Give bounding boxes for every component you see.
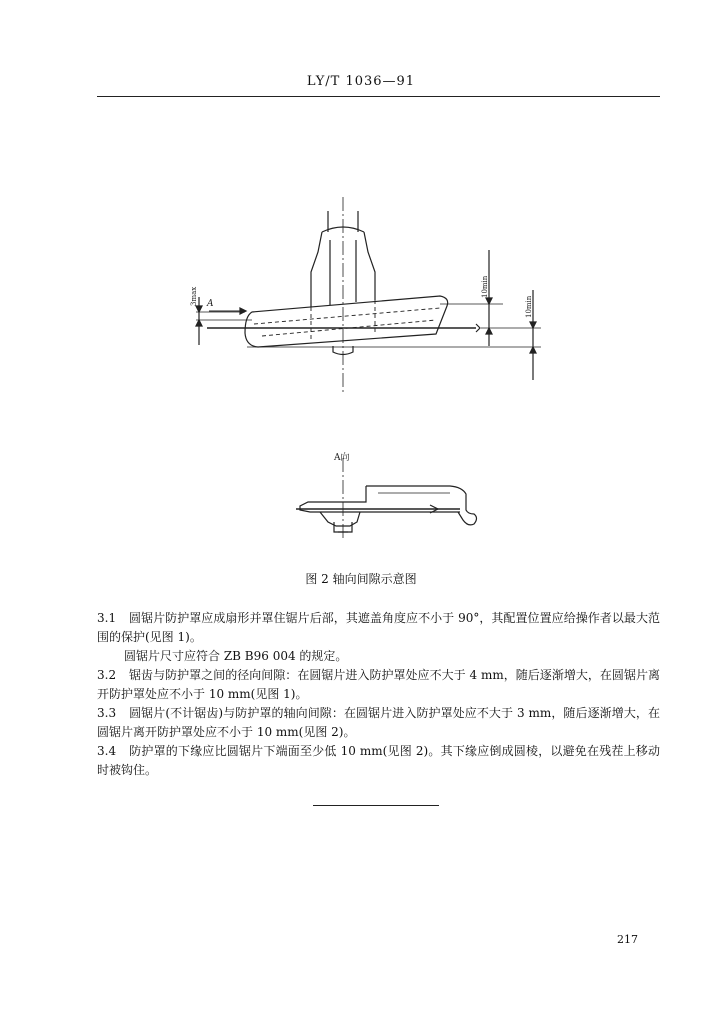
- dim-10min-outer: [247, 290, 541, 380]
- hidden-lines: [254, 300, 440, 340]
- dim-3max: [196, 297, 252, 345]
- clause-text: 防护罩的下缘应比圆锯片下端面至少低 10 mm(见图 2)。其下缘应倒成圆棱，以避免在残茬上移动时被钩住。: [97, 744, 660, 777]
- clause-3-1: [97, 609, 660, 647]
- end-rule: [313, 805, 439, 806]
- clause-number: 3.1: [97, 611, 117, 625]
- page-header: LY/T 1036—91: [306, 74, 416, 89]
- clause-text: 圆锯片尺寸应符合 ZB B96 004 的规定。: [124, 649, 348, 663]
- label-3max: 3max: [190, 286, 198, 306]
- clause-3-1-note: [97, 647, 660, 666]
- clause-number: 3.3: [97, 706, 117, 720]
- view-A: [296, 458, 477, 541]
- label-10min-outer: 10min: [525, 295, 533, 318]
- label-10min-inner: 10min: [481, 275, 489, 298]
- clause-number: 3.4: [97, 744, 117, 758]
- clause-3-3: [97, 704, 660, 742]
- label-A: A: [207, 299, 214, 309]
- clause-text: 圆锯片(不计锯齿)与防护罩的轴向间隙：在圆锯片进入防护罩处应不大于 3 mm，随后逐渐增大，在圆锯片离开防护罩处应不小于 10 mm(见图 2)。: [97, 706, 660, 739]
- page-number: 217: [617, 933, 638, 946]
- clause-text: 锯齿与防护罩之间的径向间隙：在圆锯片进入防护罩处应不大于 4 mm，随后逐渐增大，在圆锯片离开防护罩处应不小于 10 mm(见图 1)。: [97, 668, 660, 701]
- label-view-A: A向: [334, 453, 350, 463]
- clause-number: 3.2: [97, 668, 117, 682]
- clause-3-2: [97, 666, 660, 704]
- clause-text: 圆锯片防护罩应成扇形并罩住锯片后部，其遮盖角度应不小于 90°，其配置位置应给操作者以最大范围的保护(见图 1)。: [97, 611, 660, 644]
- figure-caption: 图 2 轴向间隙示意图: [305, 572, 417, 586]
- body-text: [97, 609, 660, 780]
- clause-3-4: [97, 742, 660, 780]
